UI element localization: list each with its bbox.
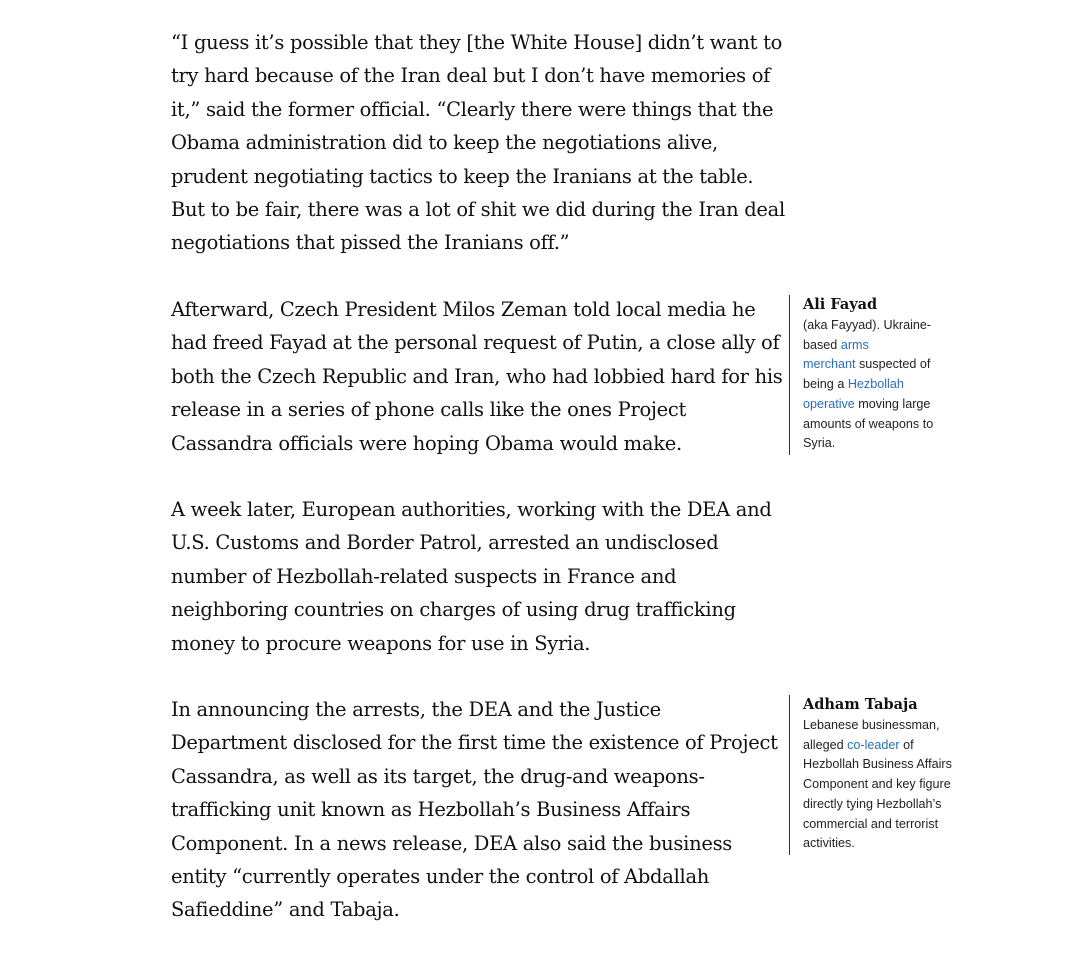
sidenote-text: Hezbollah Business Affairs [803, 757, 952, 772]
sidenote-line [803, 716, 988, 736]
paragraph-line: U.S. Customs and Border Patrol, arrested an undisclosed [171, 531, 719, 555]
sidenote-link[interactable]: merchant [803, 357, 856, 372]
sidenote-text: Component and key figure [803, 777, 951, 792]
sidenote-line [803, 815, 988, 835]
sidenote-adham-tabaja [789, 695, 988, 855]
paragraph-line: negotiations that pissed the Iranians off.” [171, 231, 570, 255]
paragraph-line: money to procure weapons for use in Syria. [171, 631, 591, 655]
sidenote-line [803, 755, 988, 775]
sidenote-text: of [899, 737, 914, 752]
sidenote-line [803, 336, 988, 356]
sidenote-text: moving large [854, 396, 931, 411]
paragraph-line: prudent negotiating tactics to keep the Iranians at the table. [171, 164, 754, 188]
sidenote-text: Lebanese businessman, [803, 718, 940, 732]
sidenote-line [803, 415, 988, 435]
article-paragraph [171, 693, 778, 927]
paragraph-line: Component. In a news release, DEA also said the business [171, 831, 732, 855]
sidenote-body [803, 316, 988, 454]
paragraph-line: had freed Fayad at the personal request of Putin, a close ally of [171, 331, 780, 355]
sidenote-text: alleged [803, 737, 848, 752]
sidenote-text: Syria. [803, 436, 836, 451]
sidenote-body [803, 716, 988, 854]
sidenote-link[interactable]: arms [840, 337, 869, 352]
sidenote-text: based [803, 337, 841, 352]
paragraph-line: Department disclosed for the first time the existence of Project [171, 731, 778, 755]
paragraph-line: trafficking unit known as Hezbollah’s Business Affairs [171, 798, 691, 822]
sidenote-text: commercial and terrorist [803, 816, 939, 831]
paragraph-line: “I guess it’s possible that they [the White House] didn’t want to [171, 31, 783, 54]
paragraph-line: both the Czech Republic and Iran, who had lobbied hard for his [171, 364, 783, 388]
paragraph-line: Cassandra officials were hoping Obama would make. [171, 431, 682, 455]
paragraph-line: In announcing the arrests, the DEA and the Justice [171, 698, 661, 721]
sidenote-line [803, 375, 988, 395]
paragraph-line: Cassandra, as well as its target, the drug-and weapons- [171, 764, 705, 788]
sidenote-text: directly tying Hezbollah’s [803, 796, 942, 811]
paragraph-line: release in a series of phone calls like the ones Project [171, 398, 687, 422]
sidenote-line [803, 434, 988, 454]
sidenote-line [803, 795, 988, 815]
sidenote-line [803, 775, 988, 795]
paragraph-line: entity “currently operates under the control of Abdallah [171, 865, 710, 889]
paragraph-line: Afterward, Czech President Milos Zeman told local media he [171, 298, 756, 321]
sidenote-line [803, 316, 988, 336]
sidenote-text: activities. [803, 836, 855, 851]
sidenote-link[interactable]: Hezbollah [847, 377, 904, 392]
article-paragraph [171, 293, 783, 460]
paragraph-line: A week later, European authorities, working with the DEA and [171, 498, 772, 521]
sidenote-line [803, 834, 988, 854]
paragraph-line: try hard because of the Iran deal but I don’t have memories of [171, 64, 771, 88]
sidenote-line [803, 395, 988, 415]
sidenote-name: Ali Fayad [803, 296, 878, 313]
sidenote-line [803, 736, 988, 756]
paragraph-line: it,” said the former official. “Clearly there were things that the [171, 97, 774, 121]
paragraph-line: Safieddine” and Tabaja. [171, 898, 400, 922]
sidenote-text: amounts of weapons to [803, 416, 934, 431]
paragraph-line: neighboring countries on charges of using drug trafficking [171, 598, 736, 622]
sidenote-link[interactable]: operative [803, 396, 855, 411]
sidenote-text: being a [803, 377, 848, 392]
article-paragraph [171, 26, 785, 260]
sidenote-line [803, 355, 988, 375]
sidenote-name: Adham Tabaja [803, 696, 918, 713]
paragraph-line: Obama administration did to keep the negotiations alive, [171, 131, 718, 155]
sidenote-text: suspected of [855, 357, 931, 372]
article-paragraph [171, 493, 772, 660]
paragraph-line: number of Hezbollah-related suspects in France and [171, 564, 677, 588]
sidenote-link[interactable]: co-leader [847, 737, 900, 752]
paragraph-line: But to be fair, there was a lot of shit we did during the Iran deal [171, 198, 785, 222]
sidenote-text: (aka Fayyad). Ukraine- [803, 318, 932, 332]
sidenote-ali-fayad [789, 295, 988, 455]
